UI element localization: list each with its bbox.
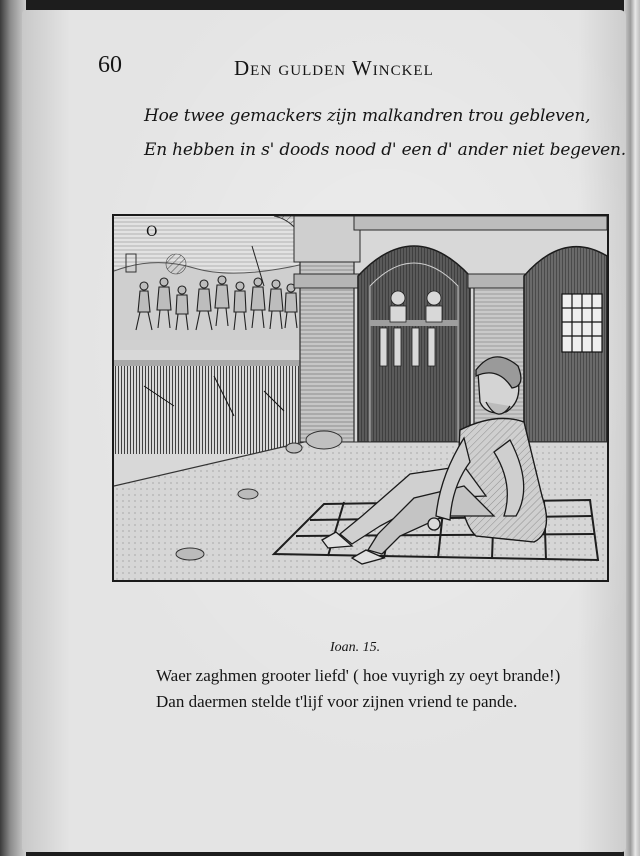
running-title: Den gulden Winckel xyxy=(234,56,434,80)
page-number: 60 xyxy=(98,52,122,78)
verse-top-line-1: Hoe twee gemackers zijn malkandren trou gebleven, xyxy=(144,106,591,126)
verse-bottom-line-1: Waer zaghmen grooter liefd' ( hoe vuyrigh zy oeyt brande!) xyxy=(156,666,561,685)
engraving-drawing xyxy=(114,216,607,580)
book-page xyxy=(22,10,626,852)
low-wall xyxy=(114,364,300,454)
engraving-illustration xyxy=(112,214,609,582)
next-page-edge xyxy=(624,0,640,856)
verse-top-line-2: En hebben in s' doods nood d' een d' ander niet begeven. xyxy=(144,140,626,160)
bible-reference: Ioan. 15. xyxy=(330,640,381,655)
verse-bottom-line-2: Dan daermen stelde t'lijf voor zijnen vriend te pande. xyxy=(156,692,518,711)
engraving-letter: O xyxy=(146,224,158,240)
